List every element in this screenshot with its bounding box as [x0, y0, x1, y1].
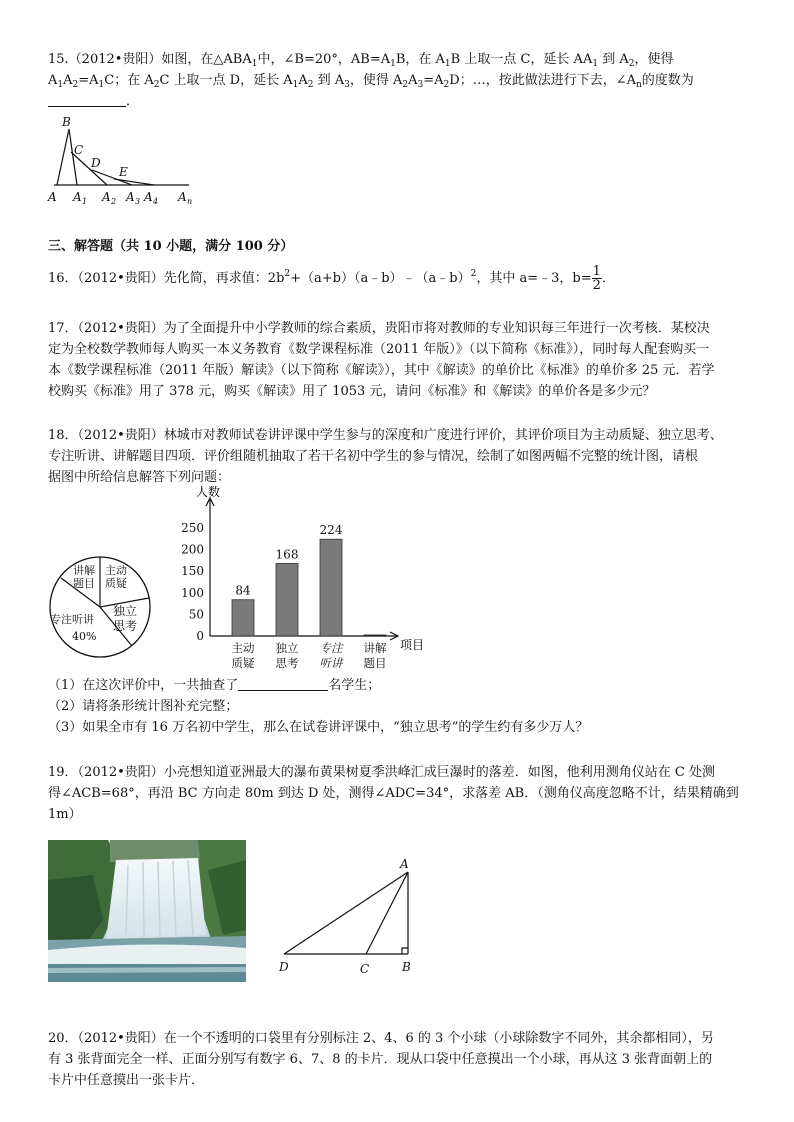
q18-line3: 据图中所给信息解答下列问题：	[48, 470, 231, 485]
q15-text: A	[63, 73, 73, 88]
q15-text: D；…，按此做法进行下去，∠A	[449, 73, 636, 88]
superscript: 2	[284, 269, 291, 279]
q18-sub1	[48, 675, 748, 696]
bar	[232, 600, 254, 636]
y-tick-label: 100	[181, 585, 204, 600]
q15-text: ，使得	[634, 52, 674, 67]
bar-value-label: 224	[319, 523, 343, 538]
q15-text: C；在 A	[104, 73, 154, 88]
q19-figure	[276, 854, 426, 980]
answer-blank	[238, 678, 328, 691]
answer-blank	[48, 94, 126, 107]
pie-label-duli: 独立	[113, 604, 138, 618]
q15-text: B 上取一点 C，延长 AA	[450, 52, 593, 67]
q16-text: +（a+b）（a﹣b）﹣（a﹣b）	[290, 271, 471, 286]
category-label: 听讲	[319, 656, 343, 670]
category-label: 主动	[231, 641, 255, 655]
fraction	[592, 265, 602, 292]
bar-value-label: 84	[235, 583, 251, 598]
q17-line3: 本《数学课程标准（2011 年版）解读》（以下简称《解读》），其中《解读》的单价比《标准》的单价多 25 元．若学	[48, 363, 715, 378]
subscript: 2	[111, 197, 117, 206]
q15-text: C 上取一点 D，延长 A	[159, 73, 293, 88]
segment-AB	[57, 129, 69, 185]
numerator: 1	[592, 264, 601, 279]
label-An: A	[178, 190, 187, 204]
q18-sub1-text: （1）在这次评价中，一共抽查了	[48, 678, 239, 693]
subscript: n	[187, 197, 193, 206]
segment-CA	[366, 872, 408, 954]
q15-text: =A	[423, 73, 444, 88]
label-A: A	[48, 190, 57, 204]
label-A1: A	[73, 190, 82, 204]
q18-sub1-text-end: 名学生；	[328, 678, 381, 693]
subscript: 3	[344, 80, 350, 90]
pie-label-zhudong-2: 质疑	[105, 577, 127, 590]
q15-figure	[44, 112, 204, 210]
waterfall-photo	[48, 840, 246, 982]
q15-text: 中，∠B=20°，AB=A	[257, 52, 391, 67]
label-C: C	[360, 962, 370, 976]
pie-label-percent: 40%	[72, 630, 97, 643]
q18-line1: 18．（2012•贵阳）林城市对教师试卷讲评课中学生参与的深度和广度进行评价，其评价项目为主动质疑、独立思考、	[48, 428, 723, 443]
q16	[48, 264, 748, 292]
x-axis-label: 项目	[400, 638, 425, 652]
subscript: 2	[443, 80, 450, 90]
q19-line3: 1m）	[48, 807, 82, 822]
pie-chart	[46, 554, 158, 660]
subscript: 1	[82, 197, 88, 206]
subscript: 2	[307, 80, 314, 90]
q20-line1: 20．（2012•贵阳）在一个不透明的口袋里有分别标注 2、4、6 的 3 个小球（小球除数字不同外，其余都相同），另	[48, 1031, 714, 1046]
q15-text: 的度数为	[641, 73, 694, 88]
q15-text: A	[48, 73, 58, 88]
q15-text: ，使得 A	[349, 73, 403, 88]
q17-line4: 校购买《标准》用了 378 元，购买《解读》用了 1053 元，请问《标准》和《解读》的单价各是多少元？	[48, 384, 656, 399]
pie-label-jiangjie: 讲解	[73, 564, 95, 577]
denominator: 2	[592, 278, 601, 293]
subscript: 1	[251, 59, 258, 69]
bar	[320, 539, 342, 636]
q20-line3: 卡片中任意摸出一张卡片．	[48, 1073, 205, 1088]
y-tick-label: 250	[181, 521, 204, 535]
q19-line1: 19．（2012•贵阳）小亮想知道亚洲最大的瀑布黄果树夏季洪峰汇成巨瀑时的落差．如图，他利用测角仪站在 C 处测	[48, 765, 716, 780]
q17-line1: 17．（2012•贵阳）为了全面提升中小学教师的综合素质，贵阳市将对教师的专业知识每三年进行一次考核．某校决	[48, 321, 710, 336]
segment-DA	[284, 872, 408, 954]
pie-label-zhuanzhu: 专注听讲	[50, 613, 94, 626]
label-E: E	[119, 165, 128, 179]
y-tick-label: 150	[181, 564, 204, 579]
subscript: 3	[417, 80, 424, 90]
y-tick-label: 200	[181, 542, 204, 557]
superscript: 2	[470, 269, 477, 279]
q15-text: =A	[78, 73, 99, 88]
q16-text: ．	[601, 271, 615, 286]
q19-line2: 得∠ACB=68°，再沿 BC 方向走 80m 到达 D 处，测得∠ADC=34°，求落差 AB．（测角仪高度忽略不计，结果精确到	[48, 786, 739, 801]
subscript: 4	[153, 197, 159, 206]
label-A3: A	[126, 190, 135, 204]
label-A4: A	[144, 190, 153, 204]
label-A: A	[400, 857, 409, 871]
q16-text: 16．（2012•贵阳）先化简，再求值：2b	[48, 271, 285, 286]
subscript: 3	[135, 197, 141, 206]
q16-text: ，其中 a=﹣3，b=	[476, 271, 592, 286]
q15-text: 到 A	[598, 52, 629, 67]
pie-label-jiangjie-2: 题目	[73, 577, 95, 590]
label-B: B	[62, 115, 71, 129]
y-tick-label: 0	[196, 629, 204, 643]
label-A2: A	[102, 190, 111, 204]
q18-sub3: （3）如果全市有 16 万名初中学生，那么在试卷讲评课中，“独立思考”的学生约有多少万人？	[48, 720, 589, 735]
section-heading: 三、解答题（共 10 小题，满分 100 分）	[48, 239, 294, 254]
q18-line2: 专注听讲、讲解题目四项．评价组随机抽取了若干名初中学生的参与情况，绘制了如图两幅不完整的统计图，请根	[48, 449, 699, 464]
q15-text: ．	[126, 94, 140, 109]
label-D: D	[91, 156, 101, 170]
pie-label-zhudong: 主动	[105, 564, 127, 577]
q15-text: 到 A	[313, 73, 345, 88]
subscript: 2	[153, 80, 160, 90]
label-B: B	[402, 960, 411, 974]
category-label: 独立	[275, 641, 299, 655]
y-tick-label: 50	[188, 607, 204, 622]
q15-text: B，在 A	[395, 52, 445, 67]
segment-EA4	[114, 179, 154, 185]
subscript: 1	[292, 80, 299, 90]
q15-text: A	[298, 73, 308, 88]
q18-sub2: （2）请将条形统计图补充完整；	[48, 699, 239, 714]
pie-label-duli-2: 思考	[113, 619, 138, 633]
subscript: 1	[390, 59, 396, 69]
category-label: 质疑	[231, 656, 255, 670]
q17-line2: 定为全校数学教师每人购买一本义务教育《数学课程标准（2011 年版）》（以下简称《标准》），同时每人配套购买一	[48, 342, 710, 357]
category-label: 讲解	[363, 641, 387, 655]
subscript: 2	[402, 80, 409, 90]
subscript: 2	[72, 80, 79, 90]
category-label: 题目	[363, 656, 387, 670]
q15-text: A	[408, 73, 418, 88]
subscript: 1	[98, 80, 105, 90]
subscript: 2	[628, 59, 635, 69]
subscript: 1	[444, 59, 451, 69]
label-D: D	[279, 960, 289, 974]
category-label: 专注	[319, 641, 343, 655]
q15-text: 15.（2012•贵阳）如图，在△ABA	[48, 52, 252, 67]
bar	[276, 563, 298, 636]
subscript: 1	[592, 59, 599, 69]
subscript: 1	[57, 80, 64, 90]
y-axis-label: 人数	[196, 485, 221, 499]
q15-line3	[48, 91, 748, 112]
category-label: 思考	[275, 656, 299, 670]
subscript: n	[636, 80, 642, 90]
bar-value-label: 168	[275, 547, 299, 562]
label-C: C	[74, 143, 84, 157]
bar-chart	[170, 482, 440, 674]
q20-line2: 有 3 张背面完全一样、正面分别写有数字 6、7、8 的卡片．现从口袋中任意摸出一个小球，再从这 3 张背面朝上的	[48, 1052, 713, 1067]
right-angle-mark	[402, 948, 408, 954]
